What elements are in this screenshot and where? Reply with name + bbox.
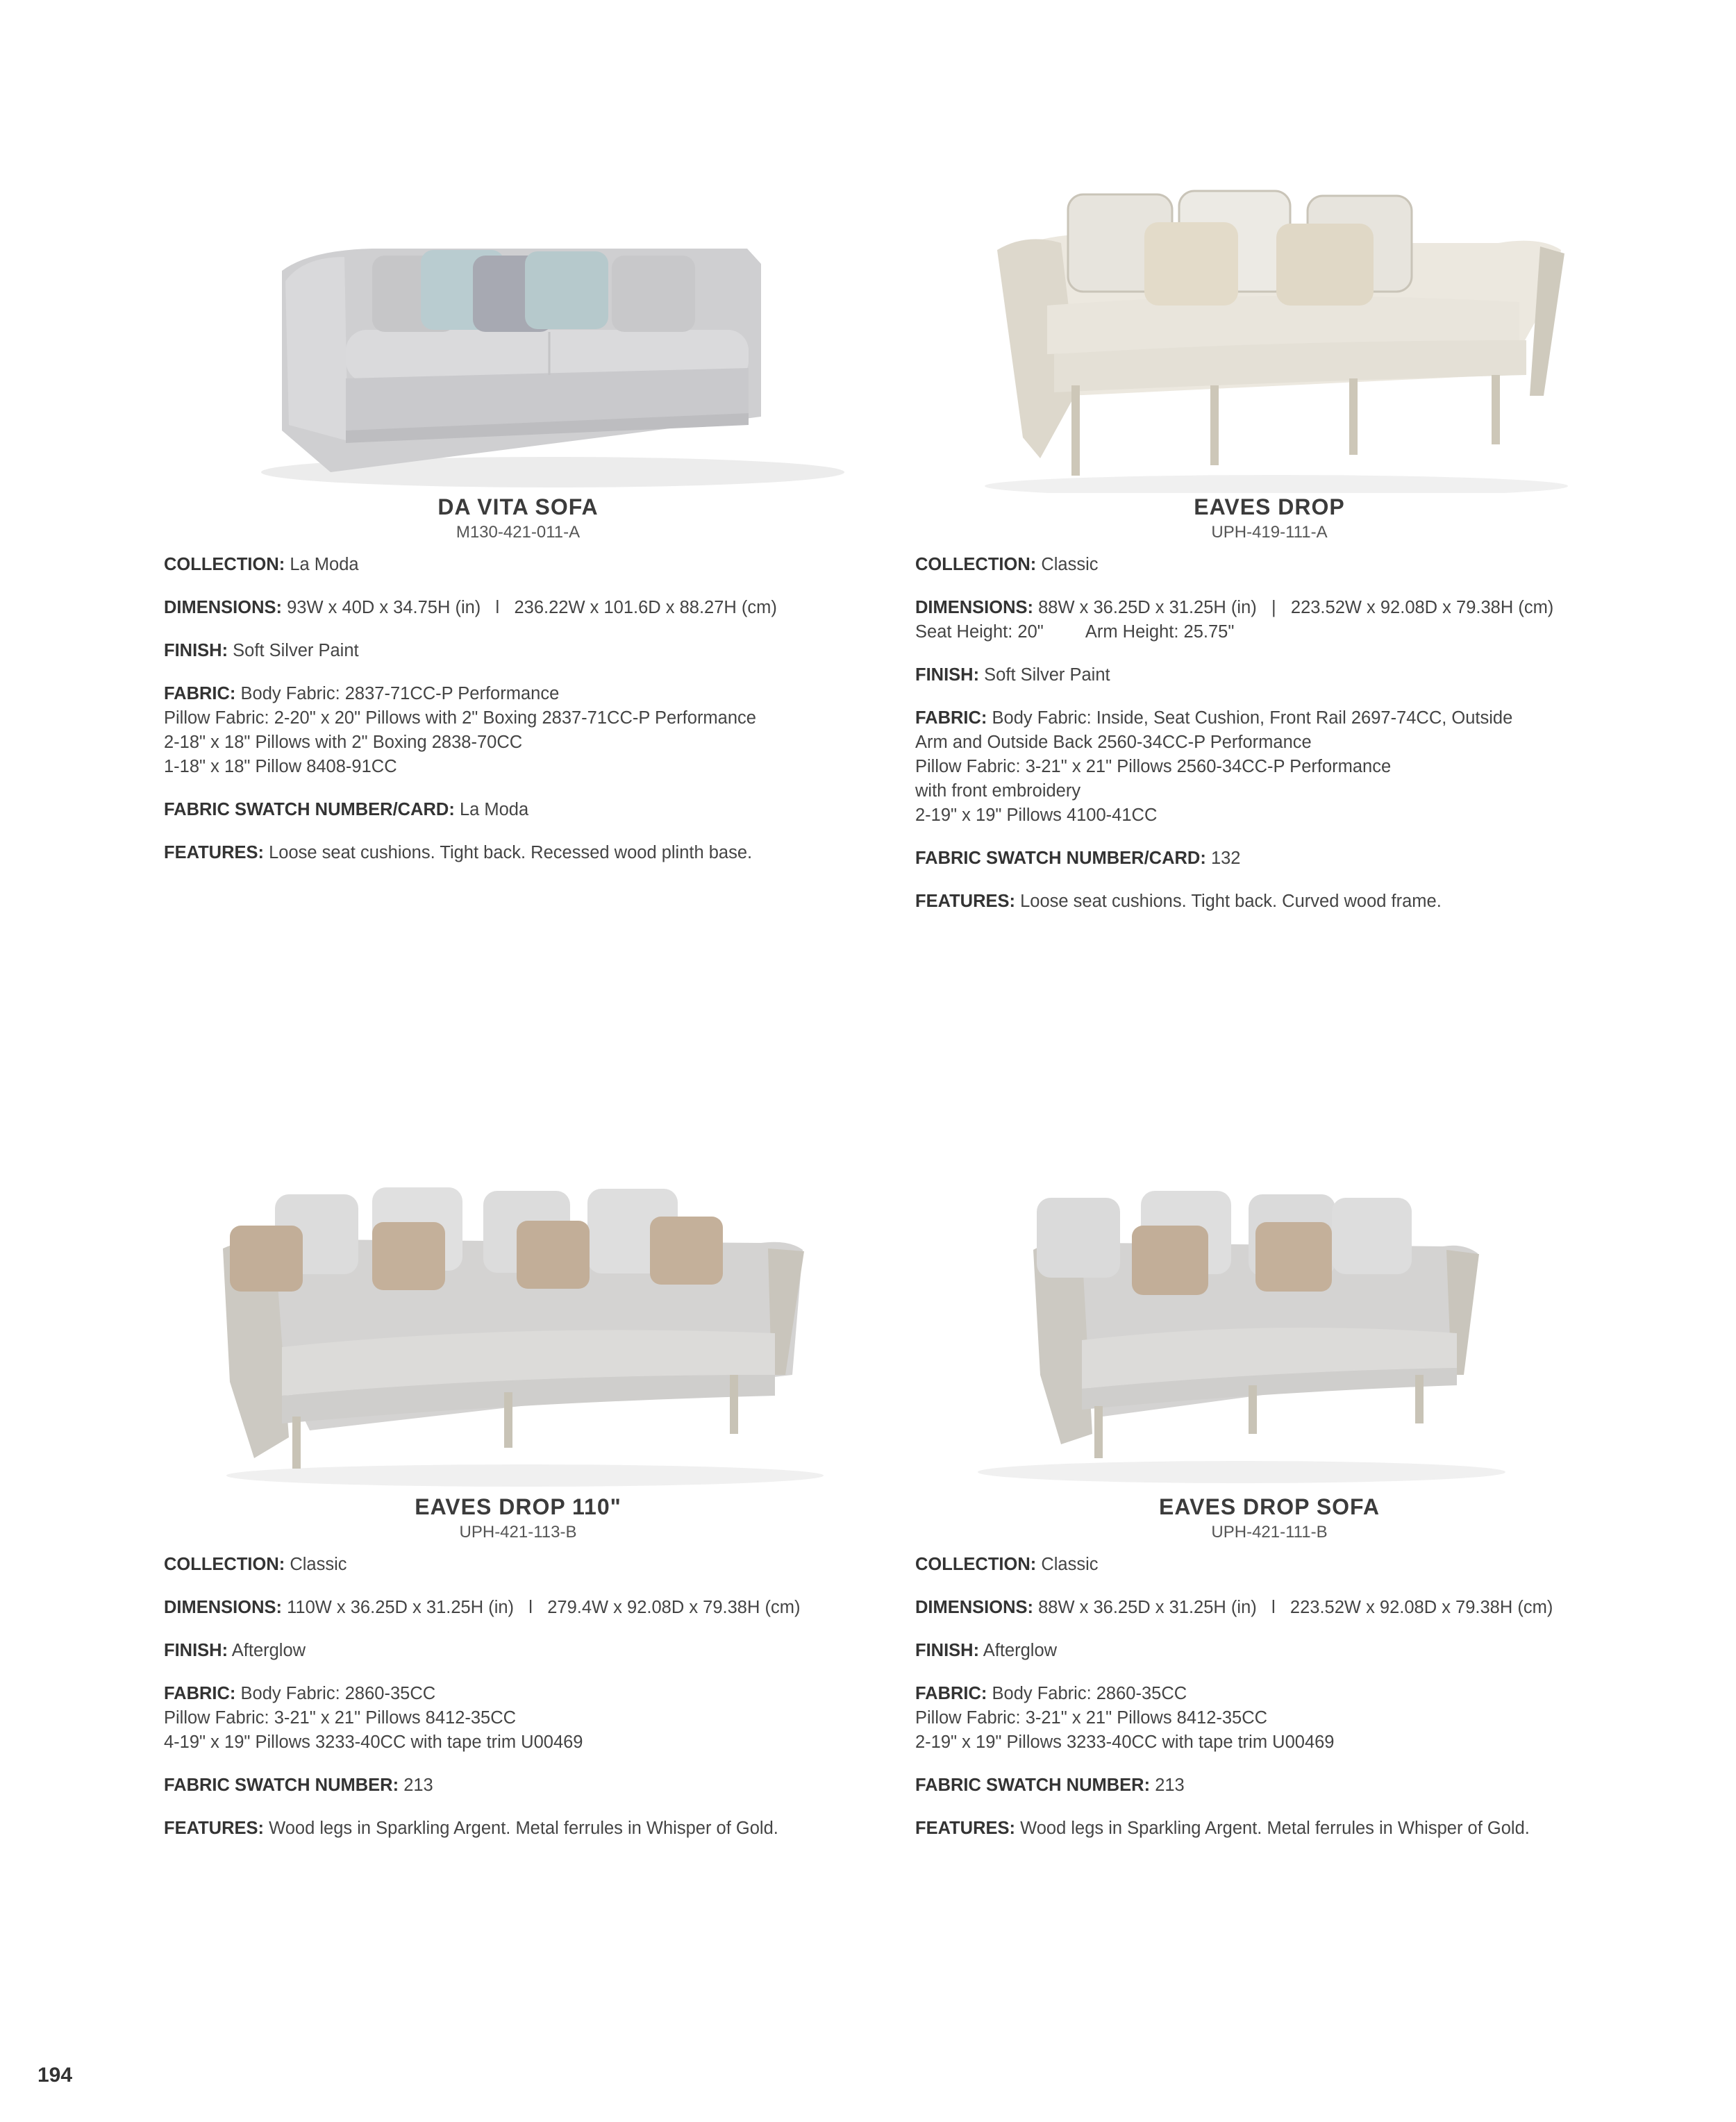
page-number: 194	[37, 2064, 73, 2087]
eaves-drop-sofa-illustration	[915, 1167, 1624, 1493]
finish-row: FINISH: Afterglow	[915, 1641, 1058, 1660]
product-title: EAVES DROP SOFA	[1159, 1494, 1380, 1519]
product-card	[915, 1167, 1624, 1860]
fabric-row: FABRIC: Body Fabric: 2860-35CC Pillow Fabric: 3-21" x 21" Pillows 8412-35CC 2-19" x 19" Pillows 3233-40CC with tape trim U00469	[915, 1684, 1335, 1752]
finish-row: FINISH: Afterglow	[164, 1641, 306, 1660]
product-card	[164, 1167, 872, 1860]
product-title: EAVES DROP	[1194, 494, 1345, 519]
eaves-drop-illustration	[915, 167, 1624, 493]
fabric-row: FABRIC: Body Fabric: Inside, Seat Cushion, Front Rail 2697-74CC, Outside Arm and Outside Back 2560-34CC-P Performance Pillow Fabric: 3-21" x 21" Pillows 2560-34CC-P Performance with front embroidery 2-19" x 19" Pillows 4100-41CC	[915, 708, 1513, 825]
swatch-row: FABRIC SWATCH NUMBER/CARD: La Moda	[164, 800, 529, 819]
swatch-row: FABRIC SWATCH NUMBER: 213	[915, 1776, 1185, 1795]
product-card	[915, 167, 1624, 933]
sofa-image	[915, 1167, 1624, 1493]
product-title: EAVES DROP 110"	[415, 1494, 621, 1519]
collection-row: COLLECTION: Classic	[164, 1555, 347, 1574]
eaves-drop-110-illustration	[164, 1167, 872, 1493]
finish-row: FINISH: Soft Silver Paint	[164, 641, 359, 660]
product-title: DA VITA SOFA	[437, 494, 599, 519]
da-vita-sofa-illustration	[164, 167, 872, 493]
dimensions-row: DIMENSIONS: 93W x 40D x 34.75H (in) l 236.22W x 101.6D x 88.27H (cm)	[164, 598, 777, 617]
features-row: FEATURES: Wood legs in Sparkling Argent. Metal ferrules in Whisper of Gold.	[164, 1819, 778, 1838]
sofa-image	[915, 167, 1624, 493]
features-row: FEATURES: Loose seat cushions. Tight back. Recessed wood plinth base.	[164, 843, 753, 862]
finish-row: FINISH: Soft Silver Paint	[915, 665, 1110, 685]
collection-row: COLLECTION: La Moda	[164, 555, 359, 574]
dimensions-row: DIMENSIONS: 88W x 36.25D x 31.25H (in) l 223.52W x 92.08D x 79.38H (cm)	[915, 1598, 1553, 1617]
dimensions-row: DIMENSIONS: 88W x 36.25D x 31.25H (in) | 223.52W x 92.08D x 79.38H (cm) Seat Height: 20" Arm Height: 25.75"	[915, 598, 1554, 642]
swatch-row: FABRIC SWATCH NUMBER: 213	[164, 1776, 433, 1795]
swatch-row: FABRIC SWATCH NUMBER/CARD: 132	[915, 849, 1241, 868]
features-row: FEATURES: Loose seat cushions. Tight back. Curved wood frame.	[915, 892, 1442, 911]
product-sku: UPH-421-111-B	[1211, 1523, 1328, 1542]
product-sku: UPH-419-111-A	[1211, 523, 1328, 542]
product-sku: M130-421-011-A	[456, 523, 581, 542]
fabric-row: FABRIC: Body Fabric: 2837-71CC-P Performance Pillow Fabric: 2-20" x 20" Pillows with 2" Boxing 2837-71CC-P Performance 2-18" x 18" Pillows with 2" Boxing 2838-70CC 1-18" x 18" Pillow 8408-91CC	[164, 684, 756, 776]
fabric-row: FABRIC: Body Fabric: 2860-35CC Pillow Fabric: 3-21" x 21" Pillows 8412-35CC 4-19" x 19" Pillows 3233-40CC with tape trim U00469	[164, 1684, 583, 1752]
sofa-image	[164, 167, 872, 493]
product-card	[164, 167, 872, 884]
collection-row: COLLECTION: Classic	[915, 555, 1099, 574]
collection-row: COLLECTION: Classic	[915, 1555, 1099, 1574]
features-row: FEATURES: Wood legs in Sparkling Argent. Metal ferrules in Whisper of Gold.	[915, 1819, 1530, 1838]
product-sku: UPH-421-113-B	[459, 1523, 577, 1542]
dimensions-row: DIMENSIONS: 110W x 36.25D x 31.25H (in) l 279.4W x 92.08D x 79.38H (cm)	[164, 1598, 801, 1617]
sofa-image	[164, 1167, 872, 1493]
